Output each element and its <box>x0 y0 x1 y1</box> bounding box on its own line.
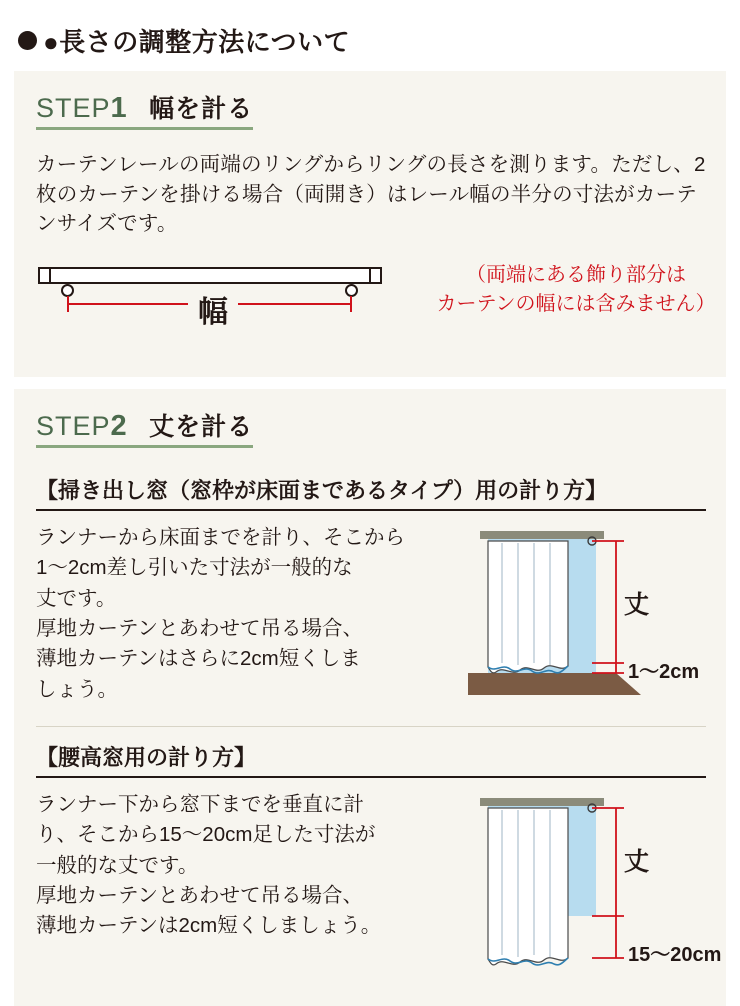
sweep-window-diagram <box>466 523 700 708</box>
text-line: ランナー下から窓下までを垂直に計 <box>36 793 364 817</box>
step2-heading <box>36 407 253 456</box>
section-sweep-window <box>36 523 706 708</box>
section-high-window-text <box>36 790 456 942</box>
section-heading-sweep-window: 【掃き出し窓（窓枠が床面まであるタイプ）用の計り方】 <box>36 474 706 511</box>
length-label-high: 丈 <box>624 848 650 877</box>
rail-cap-left-icon <box>38 267 51 284</box>
step1-heading <box>36 89 253 138</box>
step1-panel <box>14 71 726 377</box>
text-line: 厚地カーテンとあわせて吊る場合、 <box>36 617 363 641</box>
step2-panel <box>14 389 726 1006</box>
text-line: 厚地カーテンとあわせて吊る場合、 <box>36 884 363 908</box>
page-title-text: ●長さの調整方法について <box>43 27 351 57</box>
rail-bar <box>38 267 382 284</box>
text-line: 一般的な丈です。 <box>36 853 199 877</box>
step1-note-line2: カーテンの幅には含みません） <box>436 293 716 316</box>
step1-label: STEP <box>36 93 111 123</box>
step1-number: 1 <box>110 92 127 124</box>
text-line: り、そこから15〜20cm足した寸法が <box>36 823 376 847</box>
high-window-diagram <box>466 790 722 990</box>
step2-label: STEP <box>36 411 111 442</box>
step2-title: 丈を計る <box>149 413 254 442</box>
offset-label-high: 15〜20cm <box>628 944 722 967</box>
step2-number: 2 <box>110 410 127 443</box>
step1-underline <box>36 127 253 130</box>
section-sweep-window-text <box>36 523 456 705</box>
rail-cap-right-icon <box>369 267 382 284</box>
text-line: 薄地カーテンはさらに2cm短くしま <box>36 647 361 671</box>
section-divider <box>36 726 706 727</box>
page-title <box>0 0 740 71</box>
step1-diagram <box>36 253 716 361</box>
step1-note-line1: （両端にある飾り部分は <box>466 264 686 287</box>
text-line: しょう。 <box>36 677 118 701</box>
offset-label-sweep: 1〜2cm <box>628 661 700 684</box>
step1-title: 幅を計る <box>149 95 254 123</box>
width-measure-label: 幅 <box>188 287 238 331</box>
filled-circle-icon <box>18 31 37 50</box>
length-label-sweep: 丈 <box>624 591 650 620</box>
text-line: 薄地カーテンは2cm短くしましょう。 <box>36 914 382 938</box>
step2-underline <box>36 445 253 448</box>
curtain-rail-illustration <box>38 259 388 359</box>
section-heading-high-window: 【腰高窓用の計り方】 <box>36 741 706 778</box>
step1-note <box>406 261 740 319</box>
section-high-window <box>36 790 722 990</box>
step1-body: カーテンレールの両端のリングからリングの長さを測ります。ただし、2枚のカーテンを掛ける場合（両開き）はレール幅の半分の寸法がカーテンサイズです。 <box>36 153 706 236</box>
text-line: 丈です。 <box>36 586 117 610</box>
text-line: 1〜2cm差し引いた寸法が一般的な <box>36 556 353 580</box>
text-line: ランナーから床面までを計り、そこから <box>36 526 405 550</box>
